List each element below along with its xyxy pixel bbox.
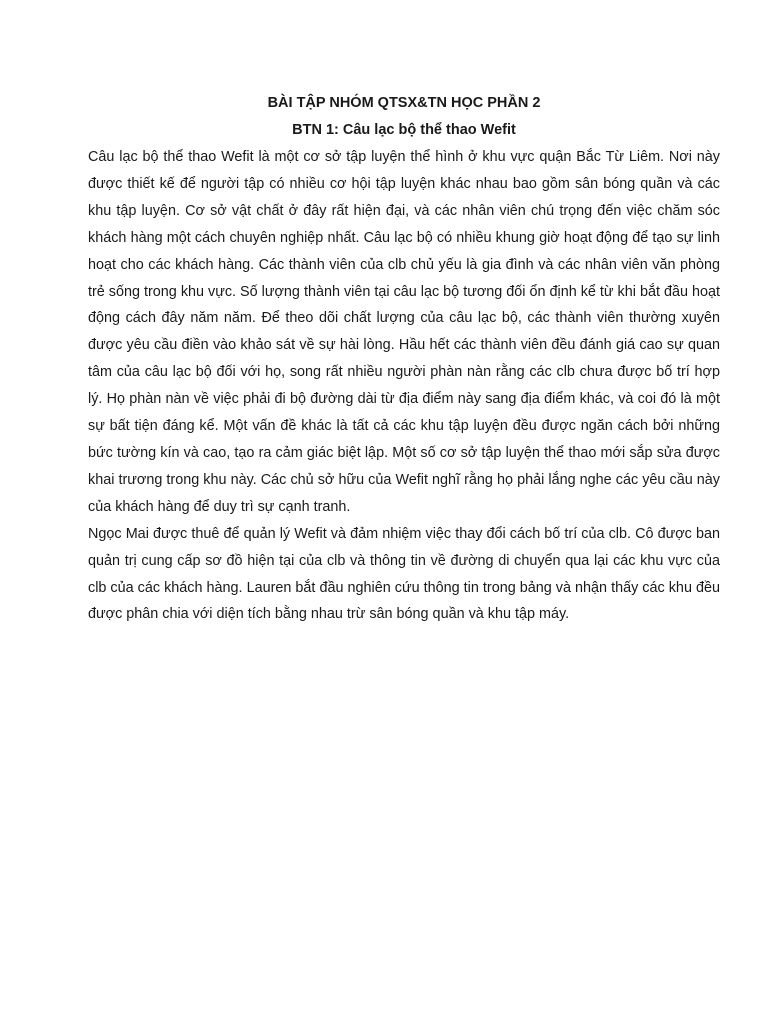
paragraph-1: Câu lạc bộ thể thao Wefit là một cơ sở tập luyện thể hình ở khu vực quận Bắc Từ Liêm. Nơi này được thiết kế để người tập có nhiều cơ hội tập luyện khác nhau bao gồm sân bóng quần và các khu tập luyện. Cơ sở vật chất ở đây rất hiện đại, và các nhân viên chú trọng đến việc chăm sóc khách hàng một cách chuyên nghiệp nhất. Câu lạc bộ có nhiều khung giờ hoạt động để tạo sự linh hoạt cho các khách hàng. Các thành viên của clb chủ yếu là gia đình và các nhân viên văn phòng trẻ sống trong khu vực. Số lượng thành viên tại câu lạc bộ tương đối ổn định kể từ khi bắt đầu hoạt động cách đây năm năm. Để theo dõi chất lượng của câu lạc bộ, các thành viên thường xuyên được yêu cầu điền vào khảo sát về sự hài lòng. Hầu hết các thành viên đều đánh giá cao sự quan tâm của câu lạc bộ đối với họ, song rất nhiều người phàn nàn rằng các clb chưa được bố trí hợp lý. Họ phàn nàn về việc phải đi bộ đường dài từ địa điểm này sang địa điểm khác, và coi đó là một sự bất tiện đáng kể. Một vấn đề khác là tất cả các khu tập luyện đều được ngăn cách bởi những bức tường kín và cao, tạo ra cảm giác biệt lập. Một số cơ sở tập luyện thể thao mới sắp sửa được khai trương trong khu này. Các chủ sở hữu của Wefit nghĩ rằng họ phải lắng nghe các yêu cầu này của khách hàng để duy trì sự cạnh tranh.: [88, 149, 720, 515]
document-title: BÀI TẬP NHÓM QTSX&TN HỌC PHẦN 2: [267, 95, 541, 111]
document-page: [88, 90, 720, 628]
document-subtitle: BTN 1: Câu lạc bộ thể thao Wefit: [292, 122, 516, 138]
paragraph-2: Ngọc Mai được thuê để quản lý Wefit và đảm nhiệm việc thay đổi cách bố trí của clb. Cô được ban quản trị cung cấp sơ đồ hiện tại của clb và thông tin về đường di chuyển qua lại các khu vực của clb của các khách hàng. Lauren bắt đầu nghiên cứu thông tin trong bảng và nhận thấy các khu đều được phân chia với diện tích bằng nhau trừ sân bóng quần và khu tập máy.: [88, 525, 720, 623]
